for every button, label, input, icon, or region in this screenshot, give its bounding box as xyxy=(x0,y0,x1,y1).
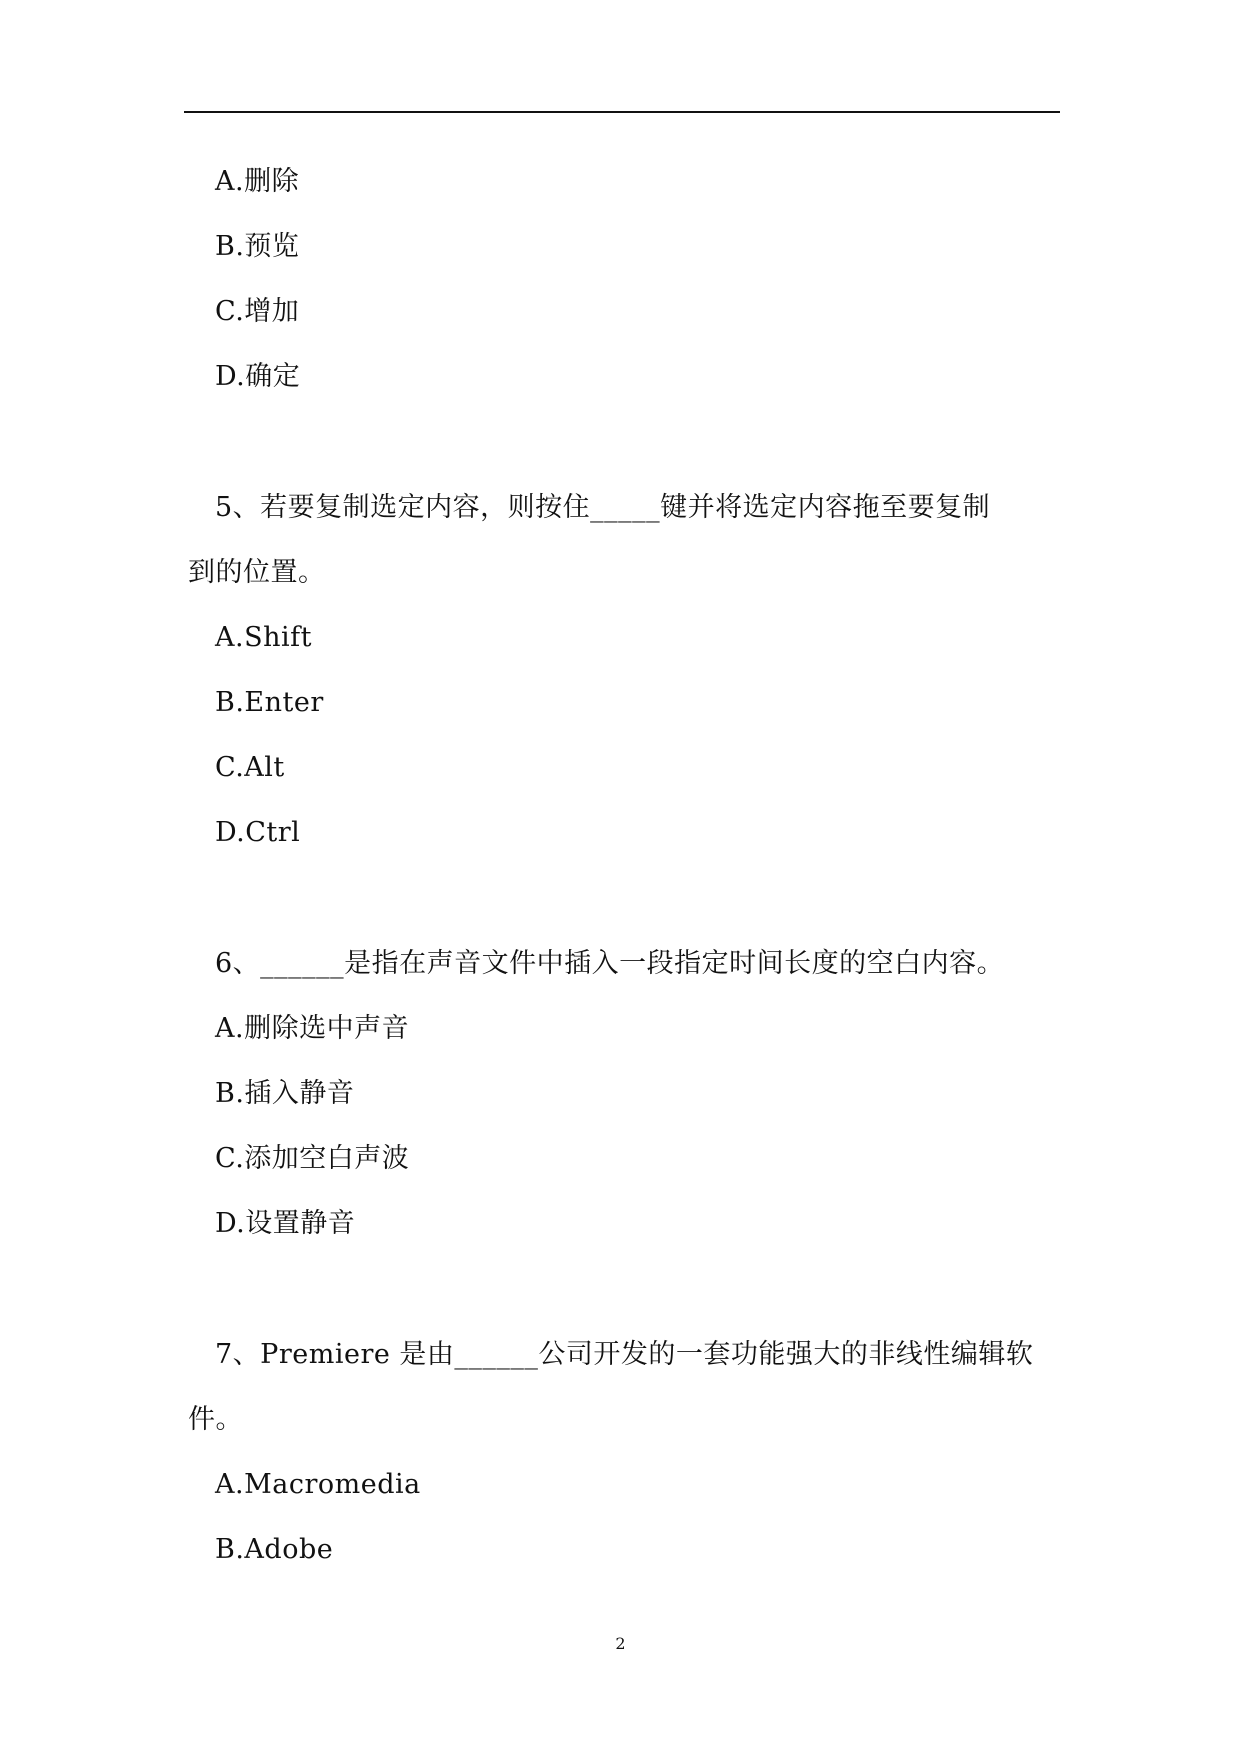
q7-stem-line1: 7、Premiere 是由______公司开发的一套功能强大的非线性编辑软 xyxy=(215,1339,1034,1370)
q4-option-c: C.增加 xyxy=(215,296,300,327)
header-rule xyxy=(184,111,1060,113)
q7-option-a: A.Macromedia xyxy=(215,1469,421,1500)
q4-option-b: B.预览 xyxy=(215,231,300,262)
q6-option-c: C.添加空白声波 xyxy=(215,1143,410,1174)
q5-option-b: B.Enter xyxy=(215,687,324,718)
q4-option-a: A.删除 xyxy=(215,166,300,197)
q6-stem-line1: 6、______是指在声音文件中插入一段指定时间长度的空白内容。 xyxy=(215,948,1005,979)
page-number: 2 xyxy=(615,1634,626,1653)
q5-stem-line1: 5、若要复制选定内容，则按住_____键并将选定内容拖至要复制 xyxy=(215,492,991,523)
q5-option-a: A.Shift xyxy=(215,622,312,653)
q5-option-c: C.Alt xyxy=(215,752,285,783)
q5-stem-line2: 到的位置。 xyxy=(188,557,326,588)
q4-option-d: D.确定 xyxy=(215,361,301,392)
q6-option-b: B.插入静音 xyxy=(215,1078,355,1109)
q6-option-a: A.删除选中声音 xyxy=(215,1013,410,1044)
q5-option-d: D.Ctrl xyxy=(215,817,301,848)
q7-stem-line2: 件。 xyxy=(188,1404,243,1435)
q7-option-b: B.Adobe xyxy=(215,1534,334,1565)
q6-option-d: D.设置静音 xyxy=(215,1208,356,1239)
